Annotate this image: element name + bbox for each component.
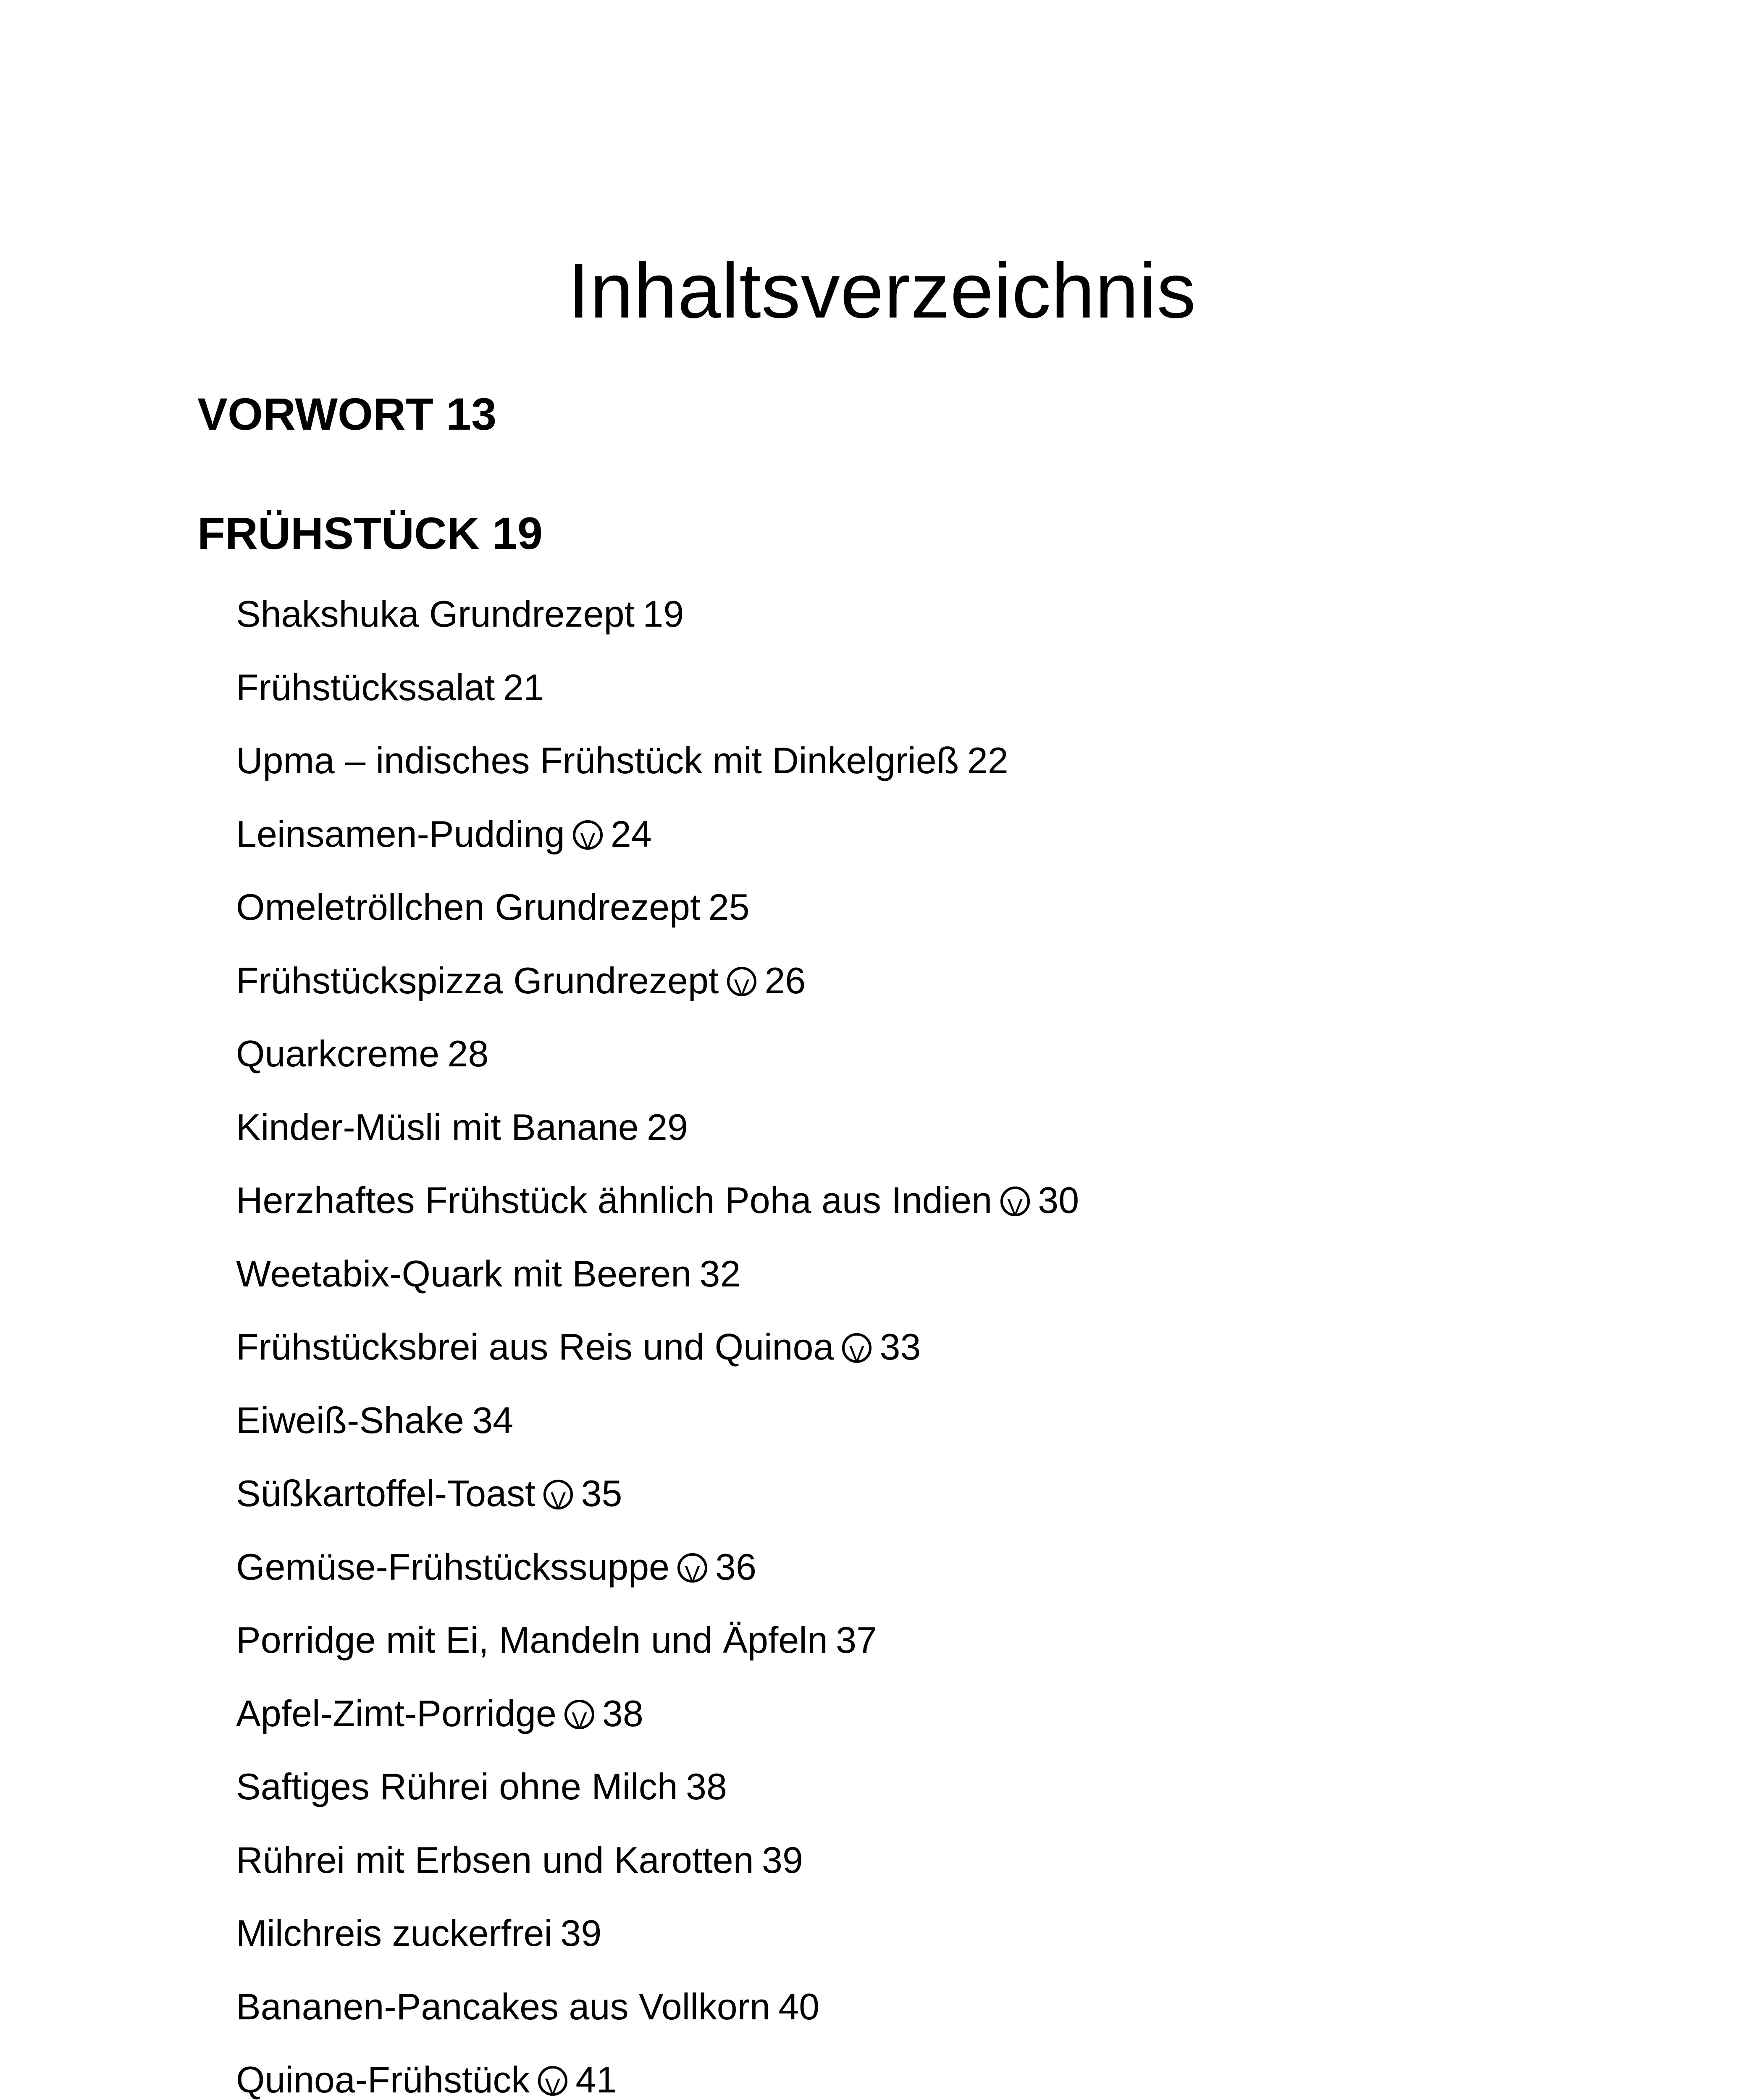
entry-page-number: 19 <box>643 593 684 635</box>
section-page-number: 19 <box>492 508 543 559</box>
entry-page-number: 35 <box>581 1473 622 1514</box>
circled-v-icon <box>677 1553 707 1587</box>
entry-title: Gemüse-Frühstückssuppe <box>236 1546 669 1588</box>
toc-entry <box>236 1839 1079 1915</box>
entry-title: Porridge mit Ei, Mandeln und Äpfeln <box>236 1619 828 1661</box>
entry-page-number: 38 <box>602 1692 643 1734</box>
entry-page-number: 40 <box>778 1985 820 2027</box>
entry-title: Herzhaftes Frühstück ähnlich Poha aus Indien <box>236 1179 992 1221</box>
entry-page-number: 36 <box>715 1546 756 1588</box>
entry-page-number: 37 <box>836 1619 877 1661</box>
entry-page-number: 41 <box>575 2059 617 2100</box>
section-heading-fruehstueck <box>197 508 543 559</box>
toc-entry <box>236 959 1079 1036</box>
entry-title: Eiweiß-Shake <box>236 1399 464 1441</box>
entry-title: Rührei mit Erbsen und Karotten <box>236 1839 754 1881</box>
entry-page-number: 24 <box>610 813 652 855</box>
entry-title: Süßkartoffel-Toast <box>236 1473 536 1514</box>
circled-v-icon <box>1000 1186 1030 1221</box>
circled-v-icon <box>564 1700 594 1733</box>
entry-title: Kinder-Müsli mit Banane <box>236 1106 639 1148</box>
entry-page-number: 39 <box>560 1912 602 1954</box>
entry-title: Frühstückssalat <box>236 666 495 708</box>
vegan-letter: V <box>685 1561 700 1587</box>
toc-entry <box>236 1619 1079 1695</box>
toc-entry <box>236 1328 1079 1402</box>
toc-entry <box>236 742 1079 816</box>
entry-title: Omeletröllchen Grundrezept <box>236 886 701 928</box>
toc-entry <box>236 1985 1079 2062</box>
entry-title: Frühstücksbrei aus Reis und Quinoa <box>236 1326 834 1368</box>
toc-entry <box>236 1692 1079 1769</box>
vegan-letter: V <box>550 1488 566 1514</box>
entry-page-number: 21 <box>503 666 544 708</box>
toc-entry <box>236 1546 1079 1622</box>
vegan-letter: V <box>734 974 750 1000</box>
entry-title: Quinoa-Frühstück <box>236 2059 530 2100</box>
vegan-letter: V <box>572 1707 587 1733</box>
entry-title: Bananen-Pancakes aus Vollkorn <box>236 1985 770 2027</box>
toc-entry <box>236 1768 1079 1842</box>
toc-entry <box>236 1912 1079 1988</box>
entry-page-number: 34 <box>472 1399 514 1441</box>
circled-v-icon <box>842 1333 872 1367</box>
entry-title: Upma – indisches Frühstück mit Dinkelgrieß <box>236 740 959 781</box>
entry-page-number: 28 <box>447 1033 489 1074</box>
recipe-list <box>236 593 1079 2100</box>
entry-title: Shakshuka Grundrezept <box>236 593 635 635</box>
entry-page-number: 26 <box>764 959 806 1001</box>
toc-entry <box>236 1035 1079 1109</box>
entry-page-number: 32 <box>699 1252 741 1294</box>
entry-title: Saftiges Rührei ohne Milch <box>236 1766 678 1807</box>
entry-title: Frühstückspizza Grundrezept <box>236 959 719 1001</box>
page-title: Inhaltsverzeichnis <box>567 247 1197 334</box>
entry-page-number: 38 <box>686 1766 727 1807</box>
entry-title: Apfel-Zimt-Porridge <box>236 1692 556 1734</box>
entry-page-number: 25 <box>708 886 750 928</box>
toc-entry <box>236 593 1079 669</box>
entry-title: Quarkcreme <box>236 1033 440 1074</box>
section-heading-vorwort <box>197 388 497 439</box>
toc-entry <box>236 1475 1079 1549</box>
toc-entry <box>236 813 1079 889</box>
toc-entry <box>236 1399 1079 1475</box>
circled-v-icon <box>573 820 602 854</box>
toc-entry <box>236 666 1079 743</box>
vegan-letter: V <box>1007 1194 1023 1221</box>
entry-title: Milchreis zuckerfrei <box>236 1912 553 1954</box>
toc-entry <box>236 1179 1079 1255</box>
entry-title: Leinsamen-Pudding <box>236 813 565 855</box>
entry-page-number: 39 <box>762 1839 803 1881</box>
circled-v-icon <box>727 967 756 1000</box>
entry-page-number: 33 <box>879 1326 921 1368</box>
entry-page-number: 30 <box>1038 1179 1079 1221</box>
entry-title: Weetabix-Quark mit Beeren <box>236 1252 692 1294</box>
toc-entry <box>236 1106 1079 1182</box>
section-label: VORWORT <box>197 388 433 439</box>
section-label: FRÜHSTÜCK <box>197 508 480 559</box>
vegan-letter: V <box>580 828 596 854</box>
toc-entry <box>236 2061 1079 2100</box>
entry-page-number: 29 <box>647 1106 688 1148</box>
section-page-number: 13 <box>446 388 497 439</box>
toc-entry <box>236 1252 1079 1329</box>
entry-page-number: 22 <box>967 740 1008 781</box>
circled-v-icon <box>538 2066 567 2100</box>
circled-v-icon <box>543 1480 573 1514</box>
vegan-letter: V <box>849 1341 865 1367</box>
vegan-letter: V <box>545 2074 561 2100</box>
toc-entry <box>236 886 1079 962</box>
